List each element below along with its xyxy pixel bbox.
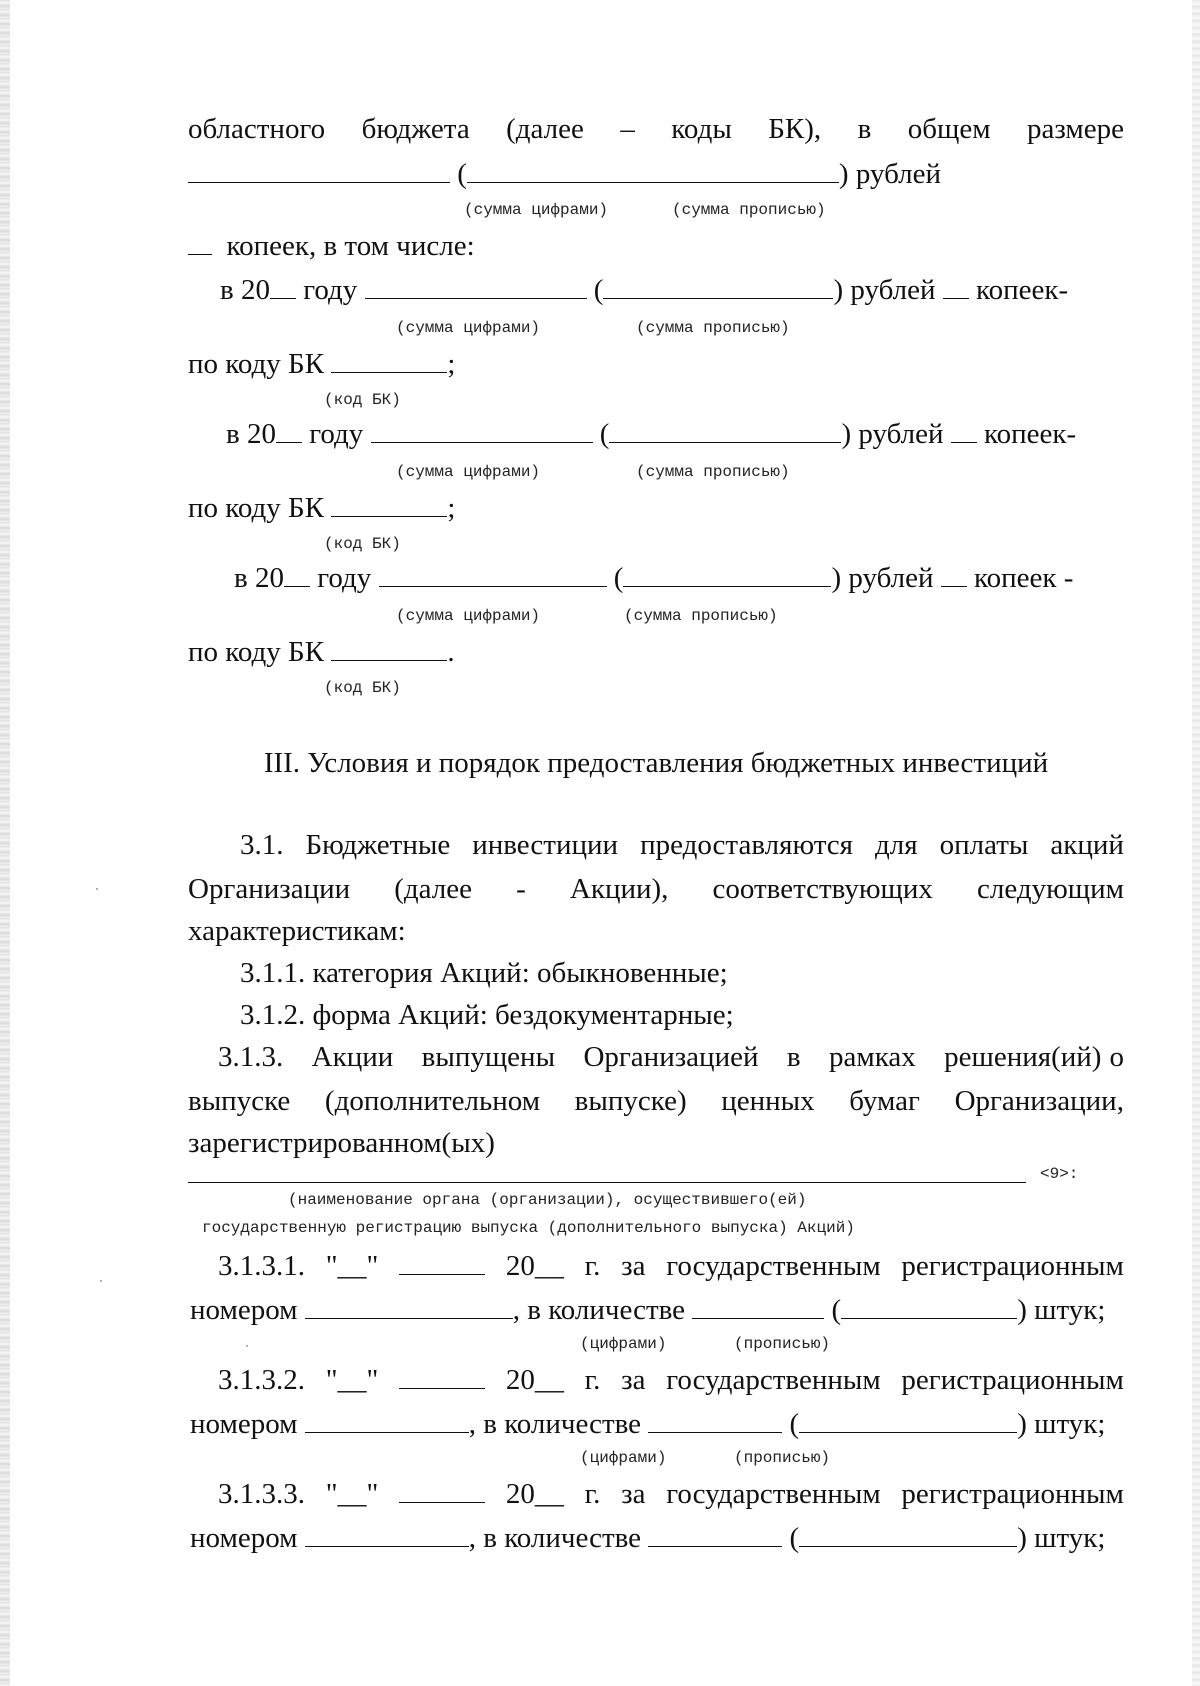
year-line-1: в 20 году ( ) рублей копеек- [220, 274, 1069, 306]
year-line-2: в 20 году ( ) рублей копеек- [226, 418, 1077, 450]
note-words: (прописью) [734, 1335, 831, 1353]
note-sum-words: (сумма прописью) [636, 319, 790, 337]
authority-blank [188, 1182, 1026, 1183]
s313-line-3: зарегистрированном(ых) [188, 1127, 495, 1159]
note-authority-2: государственную регистрацию выпуска (дополнительного выпуска) Акций) [202, 1219, 855, 1237]
s31-line-1: 3.1. Бюджетные инвестиции предоставляются для оплаты акций [240, 829, 1124, 861]
note-sum-digits: (сумма цифрами) [396, 463, 541, 481]
budget-line-2: ( ) рублей [188, 156, 941, 191]
note-digits: (цифрами) [580, 1449, 667, 1467]
s31-line-2: Организации (далее - Акции), соответствующих следующим [188, 873, 1124, 905]
bk-code-line-2: по коду БК ; [188, 492, 456, 524]
section-title: III. Условия и порядок предоставления бюджетных инвестиций [263, 747, 1049, 779]
item-2-line-2: номером , в количестве ( ) штук; [190, 1408, 1106, 1440]
budget-line-1: областного бюджета (далее – коды БК), в общем размере [188, 113, 1124, 145]
note-bk-code: (код БК) [324, 535, 401, 553]
note-sum-digits: (сумма цифрами) [396, 607, 541, 625]
document-page [188, 0, 1124, 1686]
s311-line: 3.1.1. категория Акций: обыкновенные; [240, 957, 728, 989]
scan-right-edge [1192, 0, 1200, 1686]
note-digits: (цифрами) [580, 1335, 667, 1353]
scan-speck [96, 888, 98, 890]
note-bk-code: (код БК) [324, 679, 401, 697]
kopeks-line: копеек, в том числе: [188, 228, 475, 263]
note-authority-1: (наименование органа (организации), осуществившего(ей) [288, 1191, 807, 1209]
note-sum-digits: (сумма цифрами) [396, 319, 541, 337]
scan-speck [100, 1280, 102, 1282]
s313-line-2: выпуске (дополнительном выпуске) ценных бумаг Организации, [188, 1085, 1124, 1117]
s313-line-1: 3.1.3. Акции выпущены Организацией в рамках решения(ий) о [218, 1041, 1124, 1073]
item-3-line-1: 3.1.3.3. "__" 20__ г. за государственным регистрационным [218, 1478, 1124, 1510]
item-3-line-2: номером , в количестве ( ) штук; [190, 1522, 1106, 1554]
note-sum-words: (сумма прописью) [672, 201, 826, 219]
s31-line-3: характеристикам: [188, 915, 406, 947]
note-sum-words: (сумма прописью) [624, 607, 778, 625]
note-sum-digits: (сумма цифрами) [464, 201, 609, 219]
bk-code-line-1: по коду БК ; [188, 348, 456, 380]
note-words: (прописью) [734, 1449, 831, 1467]
note-sum-words: (сумма прописью) [636, 463, 790, 481]
bk-code-line-3: по коду БК . [188, 636, 455, 668]
sum-digits-blank [188, 156, 450, 183]
item-1-line-1: 3.1.3.1. "__" 20__ г. за государственным регистрационным [218, 1250, 1124, 1282]
scan-left-edge [0, 0, 10, 1686]
sum-words-blank [467, 156, 839, 183]
year-line-3: в 20 году ( ) рублей копеек - [234, 562, 1074, 594]
s312-line: 3.1.2. форма Акций: бездокументарные; [240, 999, 734, 1031]
item-1-line-2: номером , в количестве ( ) штук; [190, 1294, 1106, 1326]
item-2-line-1: 3.1.3.2. "__" 20__ г. за государственным регистрационным [218, 1364, 1124, 1396]
footnote-ref: <9>: [1040, 1165, 1079, 1183]
note-bk-code: (код БК) [324, 391, 401, 409]
